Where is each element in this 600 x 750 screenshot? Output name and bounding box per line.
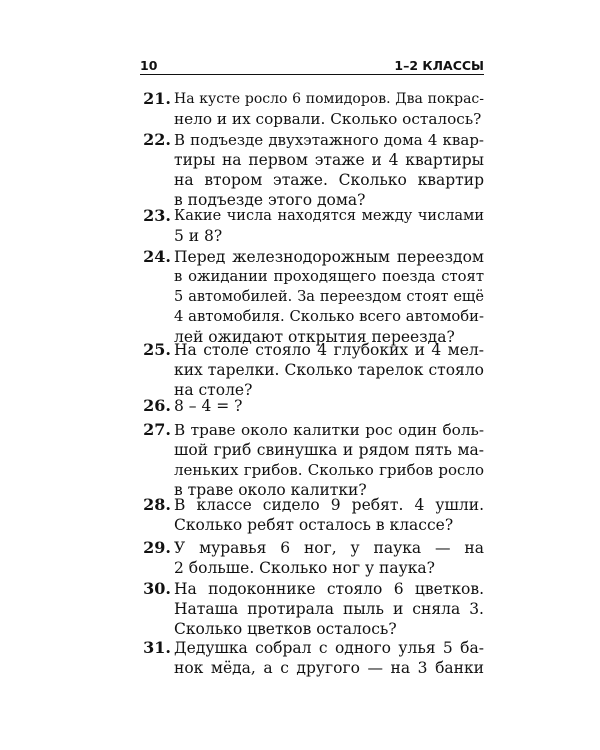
- problem-number: 30.: [143, 579, 171, 598]
- problem-text-line: тиры на первом этаже и 4 квартиры: [174, 151, 484, 169]
- problem-text-line: нок мёда, а с другого — на 3 банки: [174, 659, 484, 677]
- problem-text-line: Перед железнодорожным переездом: [174, 248, 484, 266]
- problem-number: 28.: [143, 495, 171, 514]
- problem-text-line: нело и их сорвали. Сколько осталось?: [174, 110, 482, 128]
- problem-text-line: Сколько ребят осталось в классе?: [174, 516, 454, 534]
- problem-text-line: в траве около калитки?: [174, 481, 367, 499]
- problem-text-line: в ожидании проходящего поезда стоят: [174, 268, 484, 285]
- problem-text-line: В траве около калитки рос один боль-: [174, 421, 484, 439]
- problem-text-line: Какие числа находятся между числами: [174, 208, 484, 224]
- problem-text-line: лей ожидают открытия переезда?: [174, 328, 455, 346]
- problem-number: 26.: [143, 396, 171, 415]
- problem-number: 31.: [143, 638, 171, 657]
- problem-text-line: леньких грибов. Сколько грибов росло: [174, 461, 484, 479]
- problem-number: 29.: [143, 538, 171, 557]
- section-title: 1–2 КЛАССЫ: [394, 58, 484, 73]
- page-number: 10: [140, 58, 158, 73]
- problem-number: 25.: [143, 340, 171, 359]
- header-rule: [140, 74, 484, 75]
- problem-text-line: на столе?: [174, 381, 253, 399]
- problem-text-line: 5 автомобилей. За переездом стоят ещё: [174, 289, 484, 305]
- problem-text-line: шой гриб свинушка и рядом пять ма-: [174, 441, 484, 459]
- problem-text-line: 2 больше. Сколько ног у паука?: [174, 559, 435, 577]
- problem-number: 21.: [143, 89, 171, 108]
- problem-text-line: В классе сидело 9 ребят. 4 ушли.: [174, 496, 484, 514]
- problem-number: 24.: [143, 247, 171, 266]
- problem-text-line: 8 – 4 = ?: [174, 397, 243, 415]
- problem-number: 27.: [143, 420, 171, 439]
- problem-text-line: Сколько цветков осталось?: [174, 620, 397, 638]
- problem-text-line: Дедушка собрал с одного улья 5 ба-: [174, 639, 484, 657]
- problem-text-line: На кусте росло 6 помидоров. Два покрас-: [174, 91, 484, 107]
- problem-text-line: В подъезде двухэтажного дома 4 квар-: [174, 131, 484, 149]
- problem-text-line: в подъезде этого дома?: [174, 191, 366, 209]
- problem-text-line: Наташа протирала пыль и сняла 3.: [174, 600, 484, 618]
- problem-text-line: 5 и 8?: [174, 227, 223, 245]
- problem-text-line: На подоконнике стояло 6 цветков.: [174, 580, 484, 598]
- problem-number: 22.: [143, 130, 171, 149]
- problem-text-line: ких тарелки. Сколько тарелок стояло: [174, 361, 484, 379]
- problem-text-line: 4 автомобиля. Сколько всего автомоби-: [174, 308, 484, 325]
- problem-text-line: на втором этаже. Сколько квартир: [174, 171, 484, 189]
- problem-number: 23.: [143, 206, 171, 225]
- problem-text-line: У муравья 6 ног, у паука — на: [174, 539, 484, 557]
- problem-text-line: На столе стояло 4 глубоких и 4 мел-: [174, 341, 484, 359]
